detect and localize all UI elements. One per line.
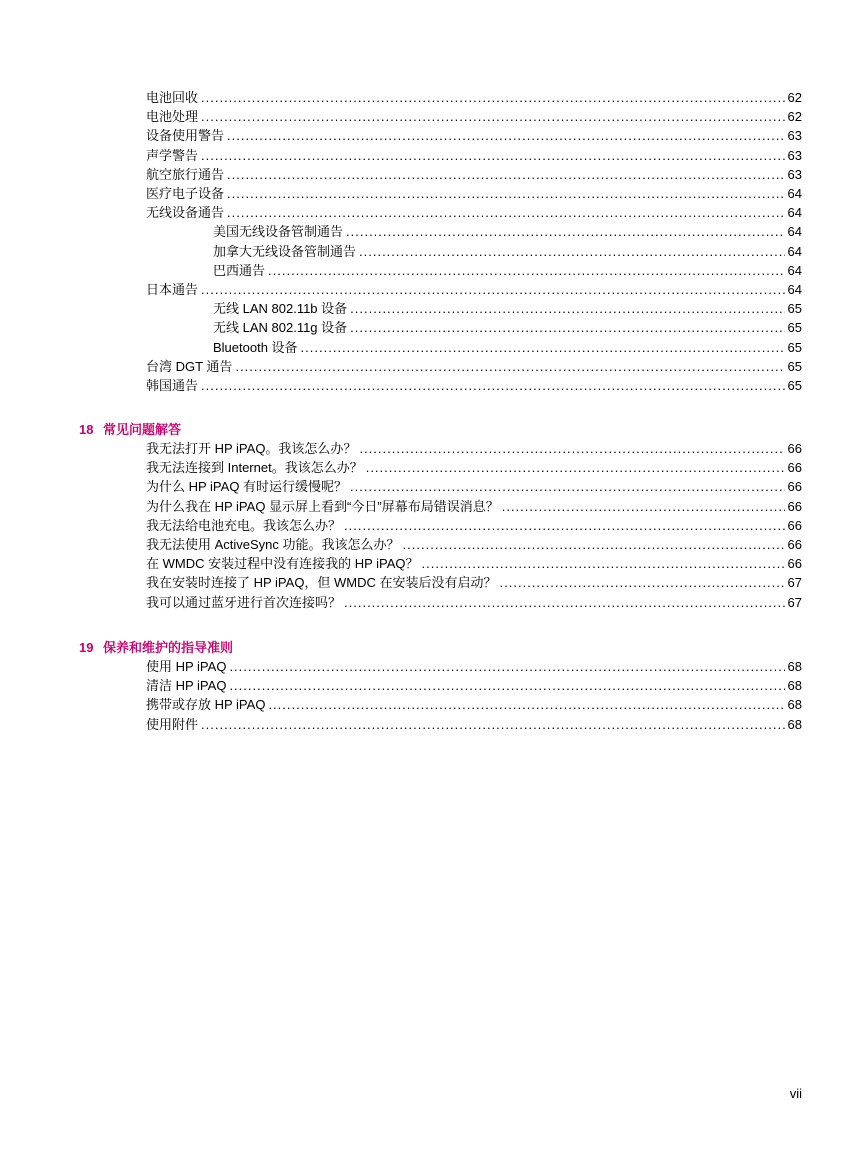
toc-entry-title: 在 WMDC 安装过程中没有连接我的 HP iPAQ？ <box>146 556 419 571</box>
toc-entry-title: 航空旅行通告 <box>146 167 225 182</box>
toc-entry-title: 使用附件 <box>146 717 199 732</box>
dot-leader <box>229 657 784 676</box>
toc-entry-page-number: 66 <box>787 537 802 552</box>
toc-entry-title: 清洁 HP iPAQ <box>146 678 227 693</box>
toc-entry[interactable] <box>146 676 802 695</box>
toc-entry-title: 电池回收 <box>146 90 199 105</box>
dot-leader <box>500 573 785 592</box>
dot-leader <box>268 261 785 280</box>
toc-entry-title: Bluetooth 设备 <box>213 340 298 355</box>
toc-entry-title: 美国无线设备管制通告 <box>213 224 344 239</box>
dot-leader <box>350 477 784 496</box>
toc-entry[interactable] <box>146 715 802 734</box>
dot-leader <box>344 593 785 612</box>
dot-leader <box>268 695 784 714</box>
toc-entry-title: 韩国通告 <box>146 378 199 393</box>
toc-entry-page-number: 62 <box>787 90 802 105</box>
toc-entry-title: 为什么我在 HP iPAQ 显示屏上看到“今日”屏幕布局错误消息？ <box>146 499 499 514</box>
toc-entry-page-number: 66 <box>787 518 802 533</box>
toc-entry[interactable] <box>146 554 802 573</box>
toc-entry[interactable] <box>146 695 802 714</box>
toc-entry-page-number: 66 <box>787 556 802 571</box>
toc-entry[interactable] <box>146 107 802 126</box>
dot-leader <box>344 516 785 535</box>
toc-entry[interactable] <box>213 318 802 337</box>
toc-entry[interactable] <box>146 357 802 376</box>
toc-entry-page-number: 64 <box>787 205 802 220</box>
toc-entry-page-number: 68 <box>787 678 802 693</box>
toc-entry-page-number: 64 <box>787 186 802 201</box>
toc-entry[interactable] <box>213 299 802 318</box>
dot-leader <box>227 203 785 222</box>
dot-leader <box>422 554 785 573</box>
dot-leader <box>403 535 785 554</box>
toc-entry-page-number: 66 <box>787 460 802 475</box>
toc-entry-page-number: 67 <box>787 595 802 610</box>
dot-leader <box>201 146 785 165</box>
toc-entry-title: 为什么 HP iPAQ 有时运行缓慢呢？ <box>146 479 348 494</box>
toc-entry-page-number: 68 <box>787 659 802 674</box>
toc-entry[interactable] <box>146 497 802 516</box>
toc-entry-page-number: 67 <box>787 575 802 590</box>
toc-entry[interactable] <box>146 458 802 477</box>
toc-entry-page-number: 64 <box>787 224 802 239</box>
chapter-number: 18 <box>79 422 94 437</box>
toc-entry-page-number: 63 <box>787 148 802 163</box>
dot-leader <box>235 357 784 376</box>
toc-entry-title: 使用 HP iPAQ <box>146 659 227 674</box>
toc-entry-title: 我可以通过蓝牙进行首次连接吗？ <box>146 595 342 610</box>
toc-entry-page-number: 64 <box>787 244 802 259</box>
dot-leader <box>201 715 785 734</box>
dot-leader <box>366 458 785 477</box>
toc-entry[interactable] <box>146 477 802 496</box>
toc-entry[interactable] <box>213 222 802 241</box>
dot-leader <box>350 299 784 318</box>
dot-leader <box>227 126 785 145</box>
toc-entry[interactable] <box>146 376 802 395</box>
toc-entry-page-number: 68 <box>787 717 802 732</box>
chapter-title: 保养和维护的指导准则 <box>103 640 234 655</box>
toc-entry[interactable] <box>146 165 802 184</box>
toc-entry[interactable] <box>146 280 802 299</box>
toc-entry[interactable] <box>146 88 802 107</box>
dot-leader <box>201 376 785 395</box>
toc-entry-page-number: 65 <box>787 320 802 335</box>
dot-leader <box>359 242 785 261</box>
toc-entry-page-number: 66 <box>787 441 802 456</box>
toc-entry-title: 声学警告 <box>146 148 199 163</box>
dot-leader <box>346 222 785 241</box>
toc-entry-title: 无线设备通告 <box>146 205 225 220</box>
toc-entry-title: 我无法连接到 Internet。我该怎么办？ <box>146 460 363 475</box>
toc-entry[interactable] <box>146 203 802 222</box>
toc-entry[interactable] <box>146 657 802 676</box>
toc-entry[interactable] <box>146 146 802 165</box>
chapter-heading[interactable] <box>79 638 233 658</box>
toc-entry-page-number: 63 <box>787 128 802 143</box>
dot-leader <box>350 318 784 337</box>
dot-leader <box>502 497 785 516</box>
toc-entry-title: 日本通告 <box>146 282 199 297</box>
toc-entry-page-number: 62 <box>787 109 802 124</box>
toc-entry-title: 巴西通告 <box>213 263 266 278</box>
toc-entry-title: 加拿大无线设备管制通告 <box>213 244 357 259</box>
dot-leader <box>201 280 785 299</box>
toc-entry[interactable] <box>146 439 802 458</box>
chapter-heading[interactable] <box>79 420 181 440</box>
toc-entry-page-number: 68 <box>787 697 802 712</box>
toc-entry[interactable] <box>146 535 802 554</box>
toc-entry-page-number: 65 <box>787 301 802 316</box>
toc-entry[interactable] <box>146 573 802 592</box>
toc-entry-title: 我无法打开 HP iPAQ。我该怎么办？ <box>146 441 357 456</box>
dot-leader <box>201 107 785 126</box>
dot-leader <box>227 165 785 184</box>
toc-entry[interactable] <box>213 242 802 261</box>
toc-entry[interactable] <box>146 126 802 145</box>
toc-entry-title: 台湾 DGT 通告 <box>146 359 233 374</box>
toc-entry-title: 我无法使用 ActiveSync 功能。我该怎么办？ <box>146 537 400 552</box>
toc-entry-title: 携带或存放 HP iPAQ <box>146 697 266 712</box>
toc-entry-title: 我无法给电池充电。我该怎么办？ <box>146 518 342 533</box>
toc-entry-page-number: 66 <box>787 499 802 514</box>
chapter-title: 常见问题解答 <box>103 422 182 437</box>
toc-entry-title: 电池处理 <box>146 109 199 124</box>
toc-entry-page-number: 66 <box>787 479 802 494</box>
toc-entry[interactable] <box>146 516 802 535</box>
toc-entry-title: 无线 LAN 802.11g 设备 <box>213 320 348 335</box>
toc-entry[interactable] <box>146 184 802 203</box>
toc-entry-page-number: 64 <box>787 282 802 297</box>
dot-leader <box>229 676 784 695</box>
page-number: vii <box>789 1086 802 1101</box>
toc-entry[interactable] <box>213 261 802 280</box>
toc-entry-title: 设备使用警告 <box>146 128 225 143</box>
dot-leader <box>301 338 785 357</box>
toc-entry-title: 无线 LAN 802.11b 设备 <box>213 301 348 316</box>
toc-entry-page-number: 65 <box>787 359 802 374</box>
toc-entry-page-number: 65 <box>787 340 802 355</box>
toc-entry-page-number: 65 <box>787 378 802 393</box>
toc-entry-page-number: 64 <box>787 263 802 278</box>
toc-entry-page-number: 63 <box>787 167 802 182</box>
toc-entry[interactable] <box>146 593 802 612</box>
toc-entry-title: 我在安装时连接了 HP iPAQ，但 WMDC 在安装后没有启动？ <box>146 575 497 590</box>
chapter-number: 19 <box>79 640 94 655</box>
dot-leader <box>359 439 784 458</box>
toc-entry-title: 医疗电子设备 <box>146 186 225 201</box>
dot-leader <box>227 184 785 203</box>
dot-leader <box>201 88 785 107</box>
toc-entry[interactable] <box>213 338 802 357</box>
